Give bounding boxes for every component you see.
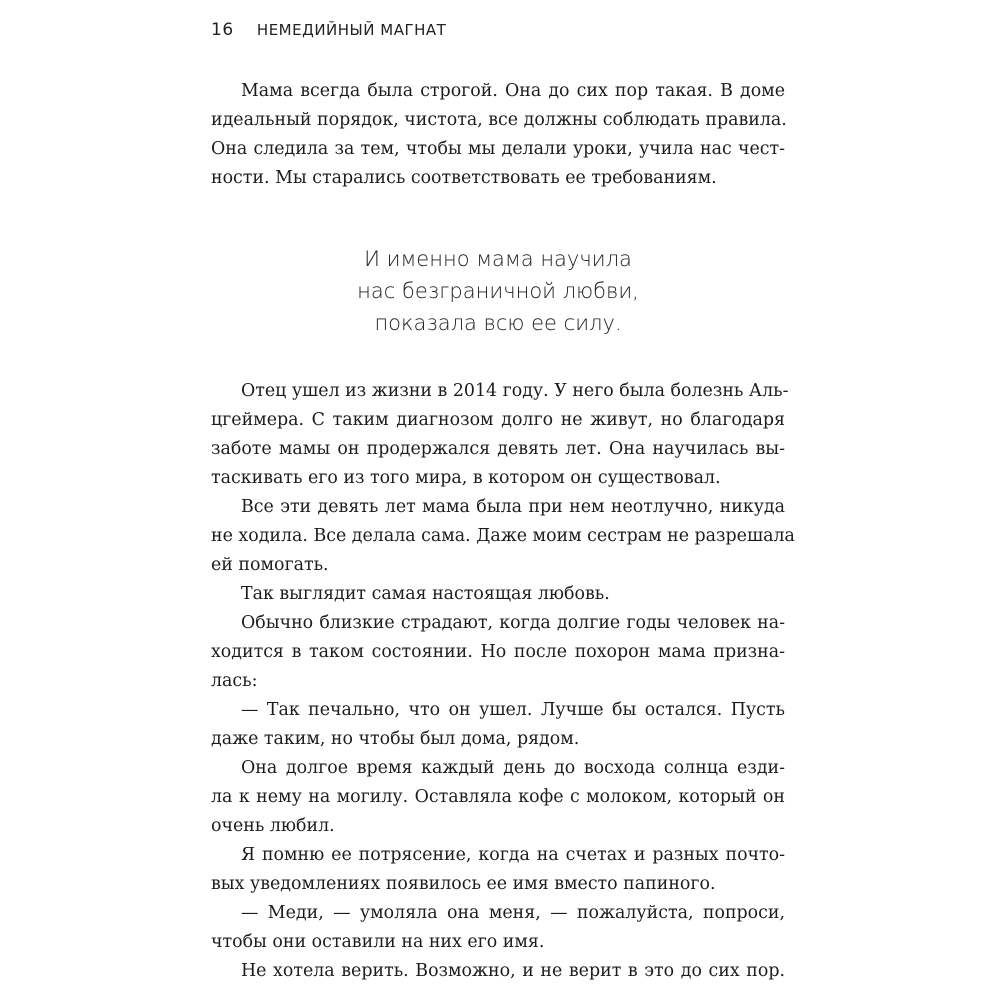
text-line: заботе мамы он продержался девять лет. Она научилась вы-: [211, 439, 785, 459]
text-line: Я помню ее потрясение, когда на счетах и разных почто-: [241, 845, 785, 865]
text-line: идеальный порядок, чистота, все должны соблюдать правила.: [211, 110, 787, 130]
text-line: ности. Мы старались соответствовать ее требованиям.: [211, 168, 717, 188]
pull-quote-line: нас безграничной любви,: [357, 279, 639, 303]
text-line: Мама всегда была строгой. Она до сих пор такая. В доме: [241, 81, 785, 101]
text-line: даже таким, но чтобы был дома, рядом.: [211, 729, 580, 749]
text-line: лась:: [211, 671, 258, 691]
text-line: цгеймера. С таким диагнозом долго не живут, но благодаря: [211, 410, 785, 430]
text-line: ла к нему на могилу. Оставляла кофе с молоком, который он: [211, 787, 785, 807]
text-line: не ходила. Все делала сама. Даже моим сестрам не разрешала: [211, 526, 795, 546]
text-line: Отец ушел из жизни в 2014 году. У него была болезнь Аль-: [241, 381, 789, 401]
text-line: Не хотела верить. Возможно, и не верит в это до сих пор.: [241, 961, 785, 981]
pull-quote-line: И именно мама научила: [364, 247, 632, 271]
text-line: — Меди, — умоляла она меня, — пожалуйста, попроси,: [241, 903, 785, 923]
text-line: ходится в таком состоянии. Но после похорон мама призна-: [211, 642, 785, 662]
text-line: ей помогать.: [211, 555, 329, 575]
text-line: — Так печально, что он ушел. Лучше бы остался. Пусть: [241, 700, 785, 720]
text-line: очень любил.: [211, 816, 335, 836]
text-line: Она следила за тем, чтобы мы делали уроки, учила нас чест-: [211, 139, 785, 159]
text-line: Она долгое время каждый день до восхода солнца езди-: [241, 758, 785, 778]
text-line: Все эти девять лет мама была при нем неотлучно, никуда: [241, 497, 785, 517]
text-line: таскивать его из того мира, в котором он существовал.: [211, 468, 721, 488]
running-header: [211, 20, 446, 40]
text-line: вых уведомлениях появилось ее имя вместо папиного.: [211, 874, 716, 894]
running-title: НЕМЕДИЙНЫЙ МАГНАТ: [256, 21, 447, 39]
pull-quote-line: показала всю ее силу.: [374, 311, 622, 335]
page-number: 16: [211, 20, 234, 40]
text-line: Так выглядит самая настоящая любовь.: [241, 584, 610, 604]
text-line: Обычно близкие страдают, когда долгие годы человек на-: [241, 613, 785, 633]
text-line: чтобы они оставили на них его имя.: [211, 932, 545, 952]
